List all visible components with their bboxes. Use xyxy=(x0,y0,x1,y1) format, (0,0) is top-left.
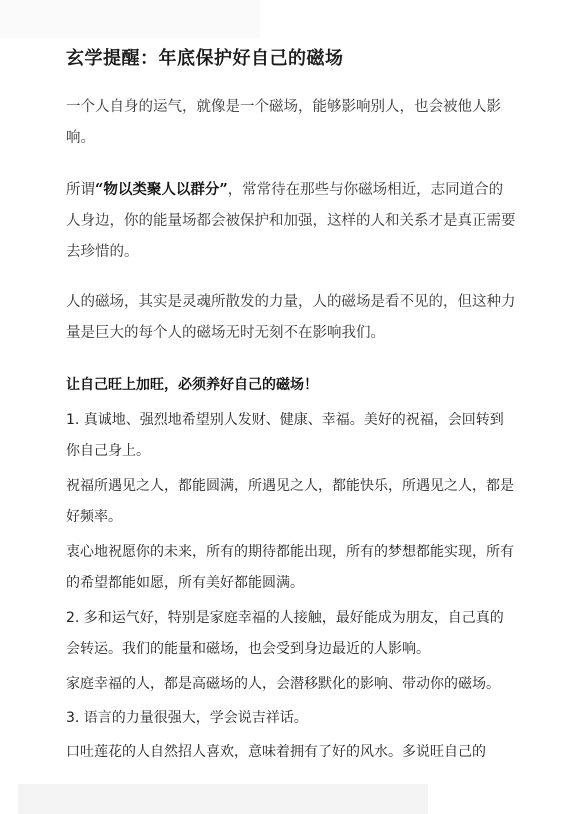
paragraph-1: 一个人自身的运气，就像是一个磁场，能够影响别人，也会被他人影响。 xyxy=(66,99,501,146)
paragraph-2-rest: ，常常待在那些与你磁场相近，志同道合的人身边，你的能量场都会被保护和加强，这样的人和关系才是真正需要去珍惜的。 xyxy=(66,182,516,260)
paragraph-3: 人的磁场，其实是灵魂所散发的力量，人的磁场是看不见的，但这种力量是巨大的每个人的磁场无时无刻不在影响我们。 xyxy=(66,294,516,341)
top-strip xyxy=(0,0,260,38)
list-item-1-note-a: 祝福所遇见之人，都能圆满，所遇见之人，都能快乐，所遇见之人，都是好频率。 xyxy=(66,478,514,525)
list-item-3: 3. 语言的力量很强大，学会说吉祥话。 xyxy=(66,710,308,726)
footer-bar xyxy=(18,784,428,814)
list-item-3-note: 口吐莲花的人自然招人喜欢，意味着拥有了好的风水。多说旺自己的 xyxy=(66,744,486,760)
list-item-1: 1. 真诚地、强烈地希望别人发财、健康、幸福。美好的祝福，会回转到你自己身上。 xyxy=(66,412,504,459)
list-item-1-note-b: 衷心地祝愿你的未来，所有的期待都能出现，所有的梦想都能实现，所有的希望都能如愿，所有美好都能圆满。 xyxy=(66,544,514,591)
list-item-2-note: 家庭幸福的人，都是高磁场的人，会潜移默化的影响、带动你的磁场。 xyxy=(66,676,500,692)
paragraph-2-lead: 所谓 xyxy=(66,182,95,198)
section-subheading: 让自己旺上加旺，必须养好自己的磁场！ xyxy=(66,377,318,393)
list-item-2: 2. 多和运气好，特别是家庭幸福的人接触，最好能成为朋友，自己真的会转运。我们的能量和磁场，也会受到身边最近的人影响。 xyxy=(66,610,504,657)
paragraph-2 xyxy=(66,174,516,268)
article-title: 玄学提醒：年底保护好自己的磁场 xyxy=(66,48,344,69)
paragraph-2-quote: “物以类聚人以群分” xyxy=(95,181,228,198)
